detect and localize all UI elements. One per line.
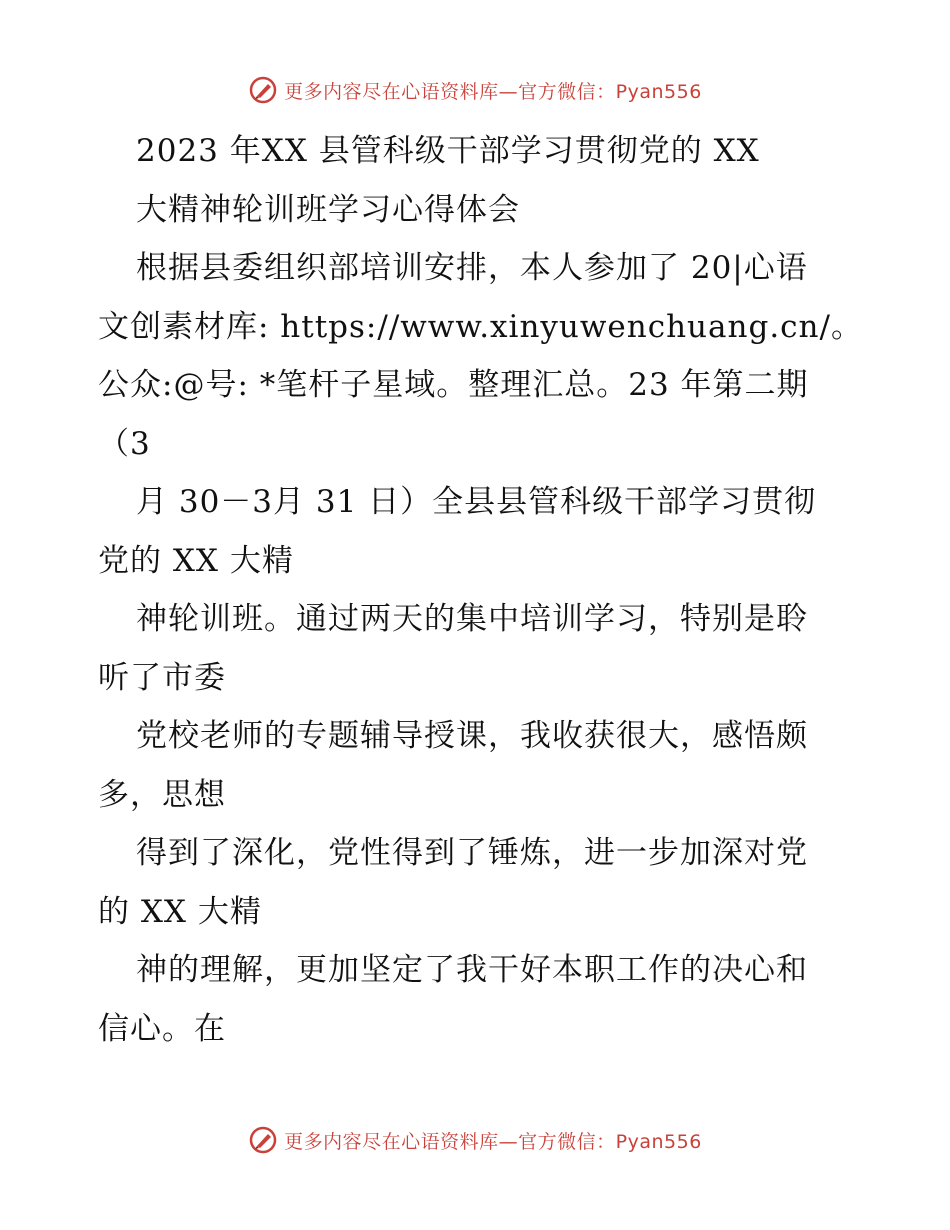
title-line-1: 2023 年XX 县管科级干部学习贯彻党的 XX [136, 133, 760, 169]
header-watermark [0, 70, 950, 110]
paragraph-line: 得到了深化，党性得到了锤炼，进一步加深对党 [136, 835, 808, 871]
footer-watermark [0, 1120, 950, 1160]
paragraph-line: 公众:@号: *笔杆子星域。整理汇总。23 年第二期 [98, 367, 809, 403]
paragraph-line: 听了市委 [98, 659, 226, 696]
pen-logo-icon [248, 75, 278, 105]
title-line-2: 大精神轮训班学习心得体会 [136, 191, 520, 228]
paragraph-line: 文创素材库: https://www.xinyuwenchuang.cn/。 [98, 308, 863, 345]
paragraph-line: 的 XX 大精 [98, 893, 262, 930]
paragraph-line: 神的理解，更加坚定了我干好本职工作的决心和 [136, 952, 808, 988]
paragraph-line: 党校老师的专题辅导授课，我收获很大，感悟颇 [136, 718, 808, 754]
pen-logo-icon [248, 1125, 278, 1155]
paragraph-line: 信心。在 [98, 1010, 226, 1047]
document-body [98, 122, 863, 1058]
paragraph-line: 神轮训班。通过两天的集中培训学习，特别是聆 [136, 601, 808, 637]
paragraph-line: 月 30－3月 31 日）全县县管科级干部学习贯彻 [136, 484, 817, 520]
watermark-text: 更多内容尽在心语资料库—官方微信：Pyan556 [284, 80, 702, 103]
paragraph-line: （3 [98, 425, 151, 462]
watermark-text: 更多内容尽在心语资料库—官方微信：Pyan556 [284, 1130, 702, 1153]
paragraph-line: 党的 XX 大精 [98, 542, 294, 579]
paragraph-line: 多，思想 [98, 776, 226, 813]
paragraph-line: 根据县委组织部培训安排，本人参加了 20|心语 [136, 250, 808, 286]
